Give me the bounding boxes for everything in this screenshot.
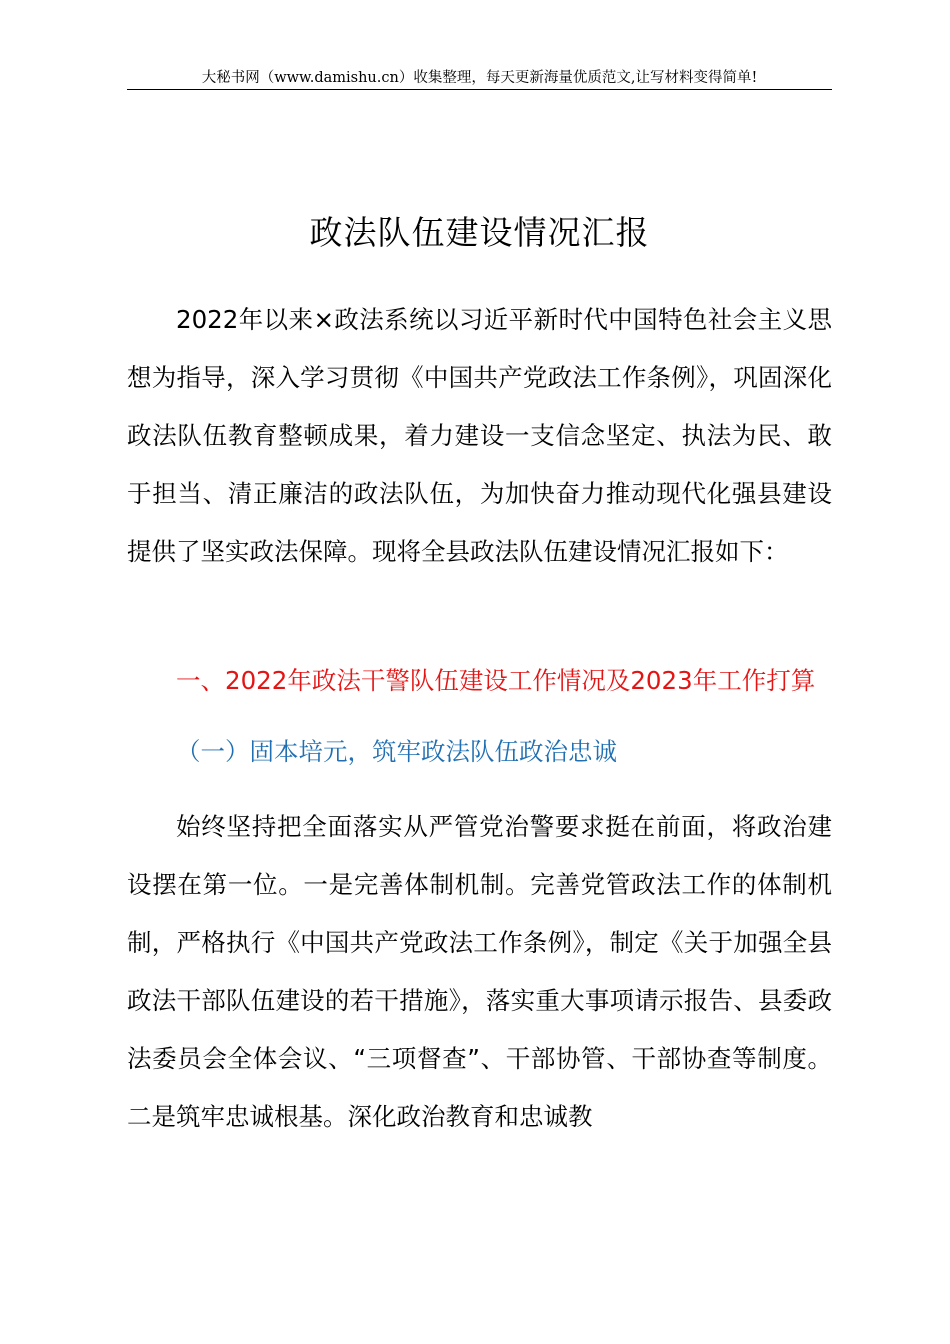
- page-header: 大秘书网（www.damishu.cn）收集整理，每天更新海量优质范文,让写材料变得简单!: [201, 70, 758, 86]
- subsection-heading: （一）固本培元，筑牢政法队伍政治忠诚: [176, 737, 617, 766]
- body-paragraph: 始终坚持把全面落实从严管党治警要求挺在前面，将政治建设摆在第一位。一是完善体制机制。完善党管政法工作的体制机制，严格执行《中国共产党政法工作条例》，制定《关于加强全县政法干部队伍建设的若干措施》，落实重大事项请示报告、县委政法委员会全体会议、“三项督查”、干部协管、干部协查等制度。二是筑牢忠诚根基。深化政治教育和忠诚教: [127, 812, 832, 1131]
- document-title: 政法队伍建设情况汇报: [309, 213, 650, 252]
- section-heading: 一、2022年政法干警队伍建设工作情况及2023年工作打算: [176, 666, 816, 695]
- header-divider: [127, 89, 832, 90]
- intro-paragraph: 2022年以来×政法系统以习近平新时代中国特色社会主义思想为指导，深入学习贯彻《中国共产党政法工作条例》，巩固深化政法队伍教育整顿成果，着力建设一支信念坚定、执法为民、敢于担当、清正廉洁的政法队伍，为加快奋力推动现代化强县建设提供了坚实政法保障。现将全县政法队伍建设情况汇报如下：: [127, 305, 832, 566]
